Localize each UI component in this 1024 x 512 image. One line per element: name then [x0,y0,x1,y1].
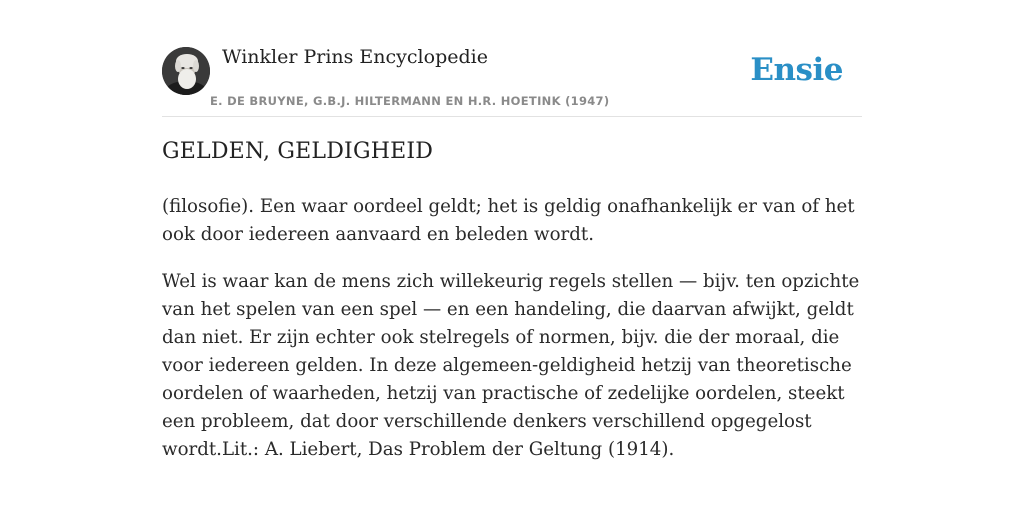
brand-logo[interactable]: Ensie [750,52,843,88]
article-body [162,193,866,483]
article-paragraph: Wel is waar kan de mens zich willekeurig regels stellen — bijv. ten opzichte van het spelen van een spel — en een handeling, die daarvan afwijkt, geldt dan niet. Er zijn echter ook stelregels of normen, bijv. die der moraal, die voor iedereen gelden. In deze algemeen-geldigheid hetzij van theoretische oordelen of waarheden, hetzij van practische of zedelijke oordelen, steekt een probleem, dat door verschillende denkers verschillend opgegelost wordt.Lit.: A. Liebert, Das Problem der Geltung (1914). [162,271,860,460]
source-title[interactable]: Winkler Prins Encyclopedie [222,46,488,68]
article-headword: GELDEN, GELDIGHEID [162,139,434,164]
source-header [162,46,862,117]
article-paragraph: (filosofie). Een waar oordeel geldt; het is geldig onafhankelijk er van of het ook door iedereen aanvaard en beleden wordt. [162,196,855,245]
portrait-icon [162,47,210,95]
authors-line: E. DE BRUYNE, G.B.J. HILTERMANN EN H.R. HOETINK (1947) [210,94,610,108]
